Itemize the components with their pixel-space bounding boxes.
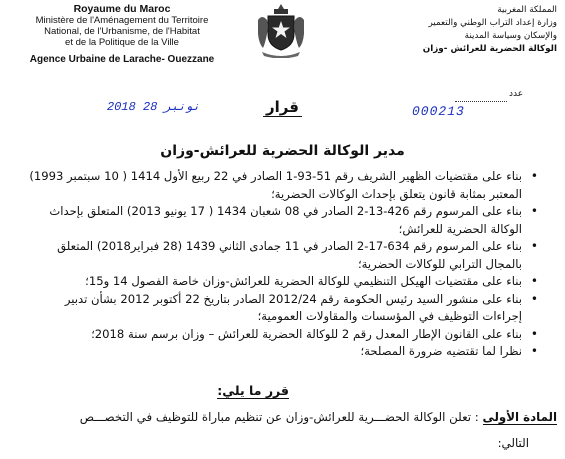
agency-name-fr: Agence Urbaine de Larache- Ouezzane [29, 54, 215, 65]
clause-item: • بناء على القانون الإطار المعدل رقم 2 للوكالة الحضرية للعرائش – وزان برسم سنة 2018؛ [28, 326, 538, 344]
ministry-line-2: National, de l'Urbanisme, de l'Habitat [44, 26, 200, 37]
morocco-coat-of-arms-icon [254, 2, 308, 58]
document-title-text: قرار [263, 98, 302, 117]
arabic-letterhead [327, 4, 557, 56]
clause-item: • بناء على مقتضيات الظهير الشريف رقم 51-93-1 الصادر في 22 ربيع الأول 1414 ( 10 سبتمبر 1993) المعتبر بمثابة قانون يتعلق بإحداث الوكالات الحضرية؛ [28, 168, 538, 203]
document-title [0, 98, 565, 116]
clause-item: • بناء على المرسوم رقم 634-17-2 الصادر في 11 جمادى الثاني 1439 (28 فبراير2018) المتعلق بالمجال الترابي للوكالات الحضرية؛ [28, 238, 538, 273]
ministry-line-ar-2: والإسكان وسياسة المدينة [464, 31, 557, 41]
date-stamp: 2018 نونبر 28 [105, 100, 203, 114]
clause-item: • بناء على مقتضيات الهيكل التنظيمي للوكالة الحضرية للعرائش-وزان خاصة الفصول 14 و15؛ [28, 273, 538, 291]
decision-heading-text: قرر ما يلي: [217, 383, 289, 398]
agency-name-ar: الوكالة الحضرية للعرائش -وزان [422, 44, 557, 54]
ministry-line-3: et de la Politique de la Ville [65, 37, 179, 48]
article-one-heading: المادة الأولى [482, 410, 557, 424]
clause-item: • نظرا لما تقتضيه ضرورة المصلحة؛ [28, 343, 538, 361]
preamble-clauses [28, 168, 538, 361]
decision-heading [217, 383, 289, 398]
ministry-line-ar-1: وزارة إعداد التراب الوطني والتعمير [428, 18, 557, 28]
article-one-continuation: التالي: [497, 436, 529, 450]
article-one-text: : تعلن الوكالة الحضـــرية للعرائش-وزان عن تنظيم مباراة للتوظيف في التخصـــص [79, 410, 479, 424]
country-name-ar: المملكة المغربية [497, 5, 557, 15]
ministry-line-1: Ministère de l'Aménagement du Territoire [35, 15, 209, 26]
country-name-fr: Royaume du Maroc [73, 3, 171, 15]
reference-number-label: عدد [509, 89, 524, 99]
article-one [20, 410, 557, 424]
french-letterhead [12, 4, 232, 65]
clause-item: • بناء على المرسوم رقم 426-13-2 الصادر في 08 شعبان 1434 ( 17 يونيو 2013) المتعلق بإحداث الوكالة الحضرية للعرائش؛ [28, 203, 538, 238]
reference-number-stamp: 000213 [410, 104, 467, 119]
document-subtitle: مدير الوكالة الحضرية للعرائش-وزان [160, 143, 405, 159]
clause-item: • بناء على منشور السيد رئيس الحكومة رقم 2012/24 الصادر بتاريخ 22 أكتوبر 2012 بشأن تدبير إجراءات التوظيف في المؤسسات والمقاولات العمومية؛ [28, 291, 538, 326]
